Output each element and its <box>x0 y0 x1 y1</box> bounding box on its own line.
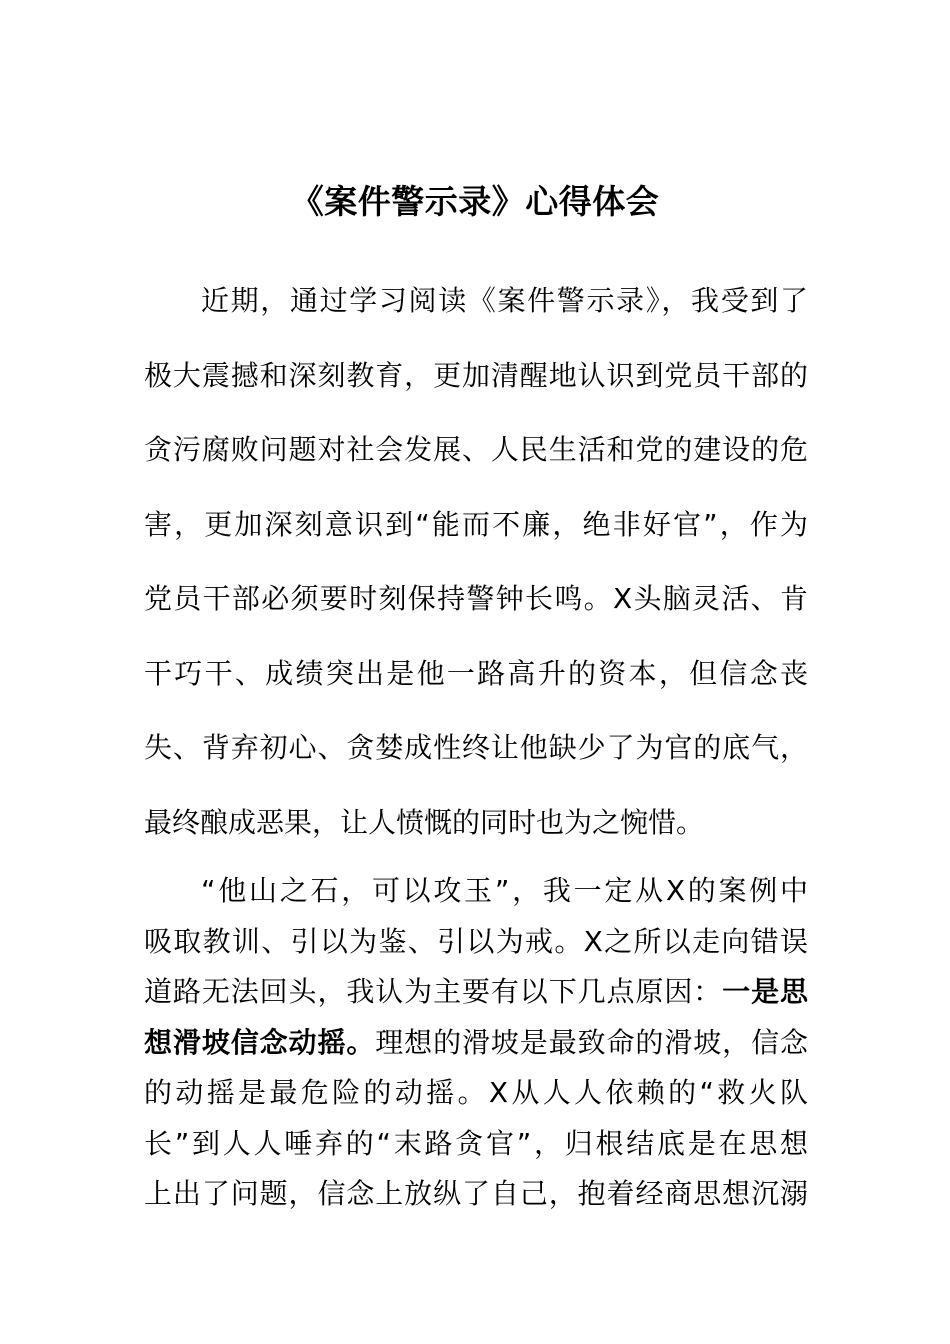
paragraph-line: 的动摇是最危险的动摇。X从人人依赖的“救火队 <box>144 1076 808 1109</box>
paragraph-line: 近期，通过学习阅读《案件警示录》，我受到了 <box>201 284 808 317</box>
bold-emphasis: 一是思 <box>722 975 808 1008</box>
paragraph-line: “他山之石，可以攻玉”，我一定从X的案例中 <box>201 874 808 907</box>
paragraph-line: 贪污腐败问题对社会发展、人民生活和党的建设的危 <box>144 433 808 466</box>
paragraph-line: 党员干部必须要时刻保持警钟长鸣。X头脑灵活、肯 <box>144 582 808 615</box>
paragraph-2 <box>144 866 808 1220</box>
document-title: 《案件警示录》心得体会 <box>290 182 660 221</box>
paragraph-line: 长”到人人唾弃的“末路贪官”，归根结底是在思想 <box>144 1126 808 1160</box>
paragraph-line: 失、背弃初心、贪婪成性终让他缺少了为官的底气， <box>144 731 808 764</box>
paragraph-line <box>144 1018 808 1069</box>
paragraph-text: 理想的滑坡是最致命的滑坡，信念 <box>375 1025 808 1059</box>
paragraph-line: 干巧干、成绩突出是他一路高升的资本，但信念丧 <box>144 656 808 690</box>
paragraph-line: 吸取教训、引以为鉴、引以为戒。X之所以走向错误 <box>144 924 808 958</box>
paragraph-line: 上出了问题，信念上放纵了自己，抱着经商思想沉溺 <box>144 1177 808 1210</box>
paragraph-line: 极大震撼和深刻教育，更加清醒地认识到党员干部的 <box>144 358 808 392</box>
paragraph-text: 道路无法回头，我认为主要有以下几点原因： <box>144 975 723 1008</box>
paragraph-1 <box>144 276 808 872</box>
bold-emphasis: 想滑坡信念动摇。 <box>144 1025 376 1059</box>
paragraph-line <box>144 967 808 1018</box>
paragraph-line: 害，更加深刻意识到“能而不廉，绝非好官”，作为 <box>144 507 808 541</box>
paragraph-line: 最终酿成恶果，让人愤慨的同时也为之惋惜。 <box>144 805 705 839</box>
